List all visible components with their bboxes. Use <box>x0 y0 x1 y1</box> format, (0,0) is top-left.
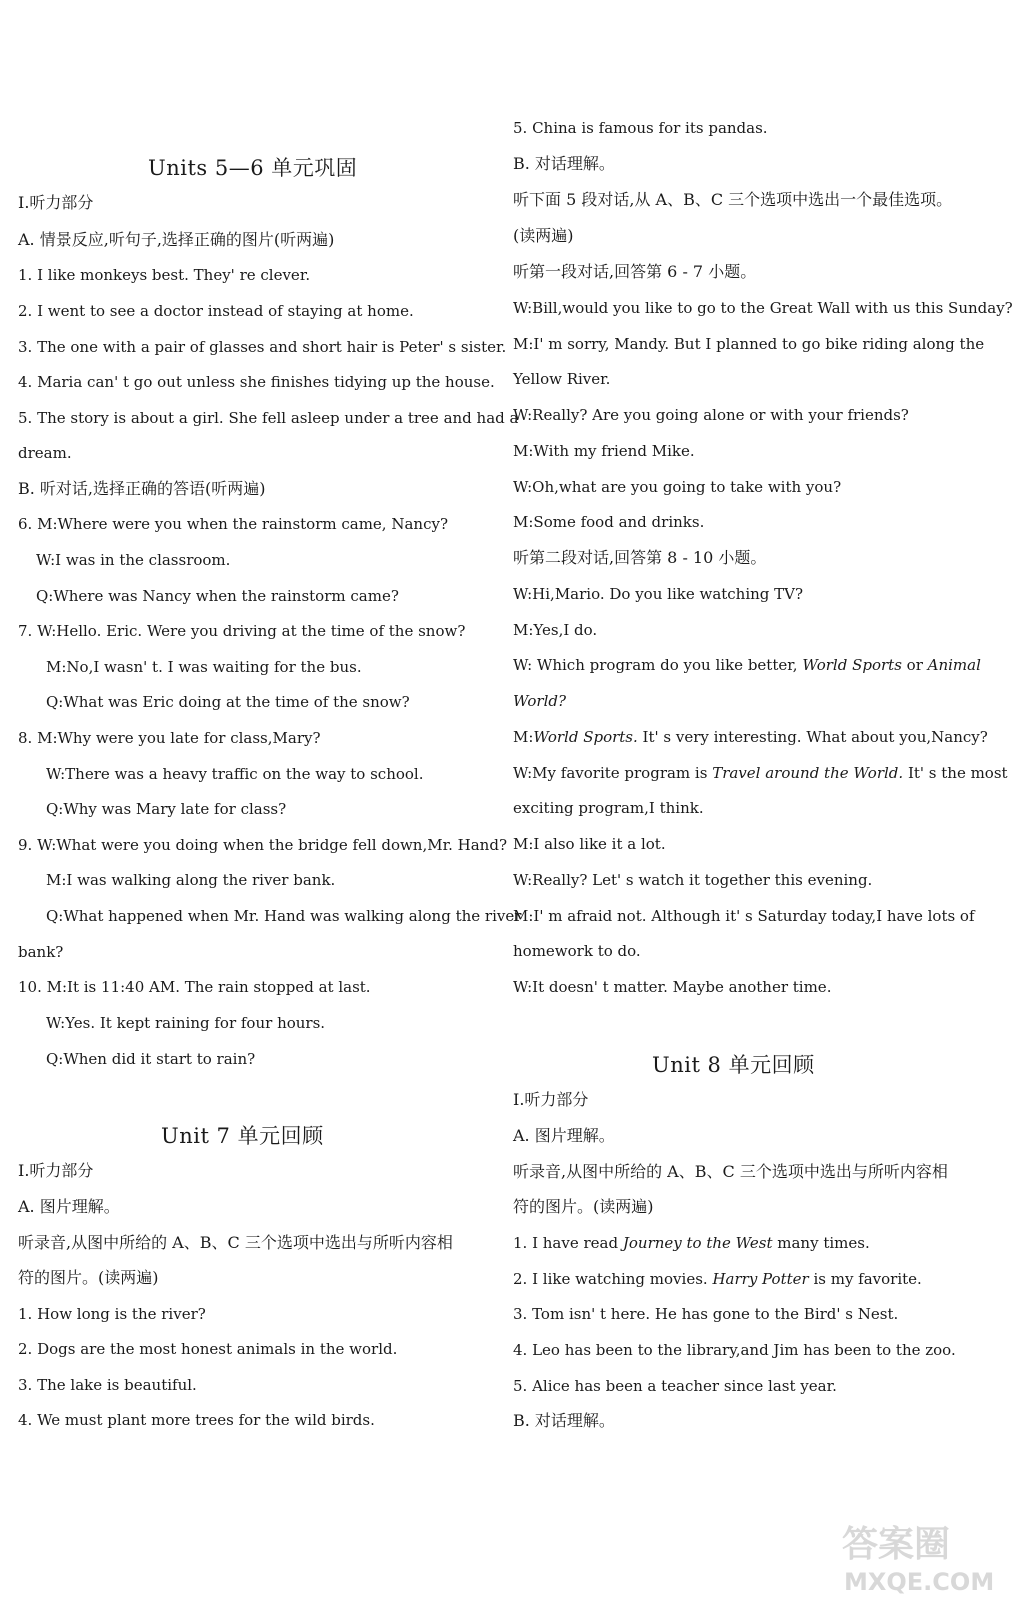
dialog-2-w3-text: W:My favorite program is <box>513 764 713 782</box>
dialog-1-m1-line1: M:I' m sorry, Mandy. But I planned to go bike riding along the <box>513 335 985 353</box>
dialog-10-w: W:Yes. It kept raining for four hours. <box>46 1014 326 1032</box>
q2-text: 2. I like watching movies. <box>513 1270 713 1288</box>
dialog-6-w: W:I was in the classroom. <box>36 551 231 569</box>
dialog-9-m: M:I was walking along the river bank. <box>46 871 336 889</box>
unit-7-part-a: A. 图片理解。 <box>18 1197 120 1216</box>
dialog-10-q: Q:When did it start to rain? <box>46 1050 256 1068</box>
dialog-2-w2-or: or <box>901 656 928 674</box>
dialog-6-q: Q:Where was Nancy when the rainstorm came? <box>36 587 399 605</box>
unit-8-question-4: 4. Leo has been to the library,and Jim has been to the zoo. <box>513 1341 956 1359</box>
unit-7-title: Unit 7 单元回顾 <box>161 1124 324 1148</box>
dialog-7-m: M:No,I wasn' t. I was waiting for the bus. <box>46 658 362 676</box>
dialog-2-w2-text: W: Which program do you like better, <box>513 656 798 674</box>
question-3: 3. The one with a pair of glasses and short hair is Peter' s sister. <box>18 338 507 356</box>
dialog-2-heading: 听第二段对话,回答第 8 - 10 小题。 <box>513 548 767 567</box>
unit-8-question-5: 5. Alice has been a teacher since last year. <box>513 1377 837 1395</box>
dialog-2-m4-line2: homework to do. <box>513 942 641 960</box>
unit-7-question-1: 1. How long is the river? <box>18 1305 206 1323</box>
unit-7-question-3: 3. The lake is beautiful. <box>18 1376 197 1394</box>
unit-8-part-a: A. 图片理解。 <box>513 1126 615 1145</box>
unit-8-title: Unit 8 单元回顾 <box>652 1053 815 1077</box>
unit-8-section: Ⅰ.听力部分 <box>513 1090 589 1109</box>
question-5-line2: dream. <box>18 444 72 462</box>
unit-8-question-1 <box>513 1233 870 1253</box>
q1-text: 1. I have read <box>513 1234 623 1252</box>
part-b-heading-right: B. 对话理解。 <box>513 154 615 173</box>
unit-8-instruction-line1: 听录音,从图中所给的 A、B、C 三个选项中选出与所听内容相 <box>513 1162 948 1181</box>
question-5-line1: 5. The story is about a girl. She fell asleep under a tree and had a <box>18 409 519 427</box>
dialog-1-m3: M:Some food and drinks. <box>513 513 705 531</box>
dialog-1-w2: W:Really? Are you going alone or with your friends? <box>513 406 909 424</box>
dialog-7-q: Q:What was Eric doing at the time of the snow? <box>46 693 410 711</box>
section-heading: Ⅰ.听力部分 <box>18 193 94 212</box>
question-1: 1. I like monkeys best. They' re clever. <box>18 266 311 284</box>
part-b-instruction-line1: 听下面 5 段对话,从 A、B、C 三个选项中选出一个最佳选项。 <box>513 190 953 209</box>
dialog-8-w: W:There was a heavy traffic on the way to school. <box>46 765 424 783</box>
dialog-1-m1-line2: Yellow River. <box>513 370 611 388</box>
dialog-2-m2-text: It' s very interesting. What about you,Nancy? <box>637 728 988 746</box>
dialog-10-m: 10. M:It is 11:40 AM. The rain stopped at last. <box>18 978 371 996</box>
part-b-heading: B. 听对话,选择正确的答语(听两遍) <box>18 479 266 498</box>
dialog-2-w3-post: It' s the most <box>903 764 1008 782</box>
program-title-travel: Travel around the World. <box>712 764 904 782</box>
q2-post: is my favorite. <box>808 1270 922 1288</box>
unit-7-question-4: 4. We must plant more trees for the wild birds. <box>18 1411 375 1429</box>
dialog-2-w2-line2 <box>513 691 566 711</box>
movie-title-harry-potter: Harry Potter <box>712 1270 809 1288</box>
units-5-6-title: Units 5—6 单元巩固 <box>148 156 358 180</box>
dialog-6-m: 6. M:Where were you when the rainstorm came, Nancy? <box>18 515 448 533</box>
dialog-2-m1: M:Yes,I do. <box>513 621 598 639</box>
dialog-2-m2 <box>513 727 988 747</box>
part-b-instruction-line2: (读两遍) <box>513 226 574 245</box>
unit-7-instruction-line2: 符的图片。(读两遍) <box>18 1268 159 1287</box>
dialog-1-w3: W:Oh,what are you going to take with you? <box>513 478 842 496</box>
dialog-2-w4: W:Really? Let' s watch it together this evening. <box>513 871 873 889</box>
dialog-2-m3: M:I also like it a lot. <box>513 835 666 853</box>
dialog-1-m2: M:With my friend Mike. <box>513 442 695 460</box>
program-title-world-sports-2: World Sports. <box>533 728 638 746</box>
dialog-2-w3-line2: exciting program,I think. <box>513 799 704 817</box>
dialog-9-q-line2: bank? <box>18 943 64 961</box>
program-title-world: World? <box>513 692 567 710</box>
dialog-2-m4-line1: M:I' m afraid not. Although it' s Saturday today,I have lots of <box>513 907 975 925</box>
speaker-m: M: <box>513 728 534 746</box>
unit-8-instruction-line2: 符的图片。(读两遍) <box>513 1197 654 1216</box>
dialog-9-w: 9. W:What were you doing when the bridge fell down,Mr. Hand? <box>18 836 507 854</box>
question-5-pandas: 5. China is famous for its pandas. <box>513 119 768 137</box>
dialog-2-w2-line1 <box>513 655 981 675</box>
dialog-8-m: 8. M:Why were you late for class,Mary? <box>18 729 321 747</box>
dialog-9-q-line1: Q:What happened when Mr. Hand was walking along the river <box>46 907 522 925</box>
unit-8-question-3: 3. Tom isn' t here. He has gone to the Bird' s Nest. <box>513 1305 899 1323</box>
watermark-top-text: 答案圈 <box>842 1524 951 1565</box>
unit-7-question-2: 2. Dogs are the most honest animals in the world. <box>18 1340 398 1358</box>
unit-8-question-2 <box>513 1269 922 1289</box>
dialog-1-w1: W:Bill,would you like to go to the Great Wall with us this Sunday? <box>513 299 1013 317</box>
dialog-7-w: 7. W:Hello. Eric. Were you driving at the time of the snow? <box>18 622 466 640</box>
program-title-animal: Animal <box>927 656 981 674</box>
q1-post: many times. <box>772 1234 870 1252</box>
watermark-logo <box>838 1512 995 1596</box>
dialog-2-w5: W:It doesn' t matter. Maybe another time. <box>513 978 832 996</box>
book-title-journey: Journey to the West <box>622 1234 773 1252</box>
unit-7-instruction-line1: 听录音,从图中所给的 A、B、C 三个选项中选出与所听内容相 <box>18 1233 453 1252</box>
dialog-2-w3-line1 <box>513 763 1008 783</box>
watermark-bottom-text: MXQE.COM <box>844 1568 995 1596</box>
unit-7-section: Ⅰ.听力部分 <box>18 1161 94 1180</box>
program-title-world-sports: World Sports <box>802 656 902 674</box>
part-a-heading: A. 情景反应,听句子,选择正确的图片(听两遍) <box>18 230 335 249</box>
dialog-2-w1: W:Hi,Mario. Do you like watching TV? <box>513 585 804 603</box>
unit-8-part-b: B. 对话理解。 <box>513 1411 615 1430</box>
dialog-1-heading: 听第一段对话,回答第 6 - 7 小题。 <box>513 262 757 281</box>
dialog-8-q: Q:Why was Mary late for class? <box>46 800 287 818</box>
question-4: 4. Maria can' t go out unless she finishes tidying up the house. <box>18 373 495 391</box>
question-2: 2. I went to see a doctor instead of staying at home. <box>18 302 414 320</box>
